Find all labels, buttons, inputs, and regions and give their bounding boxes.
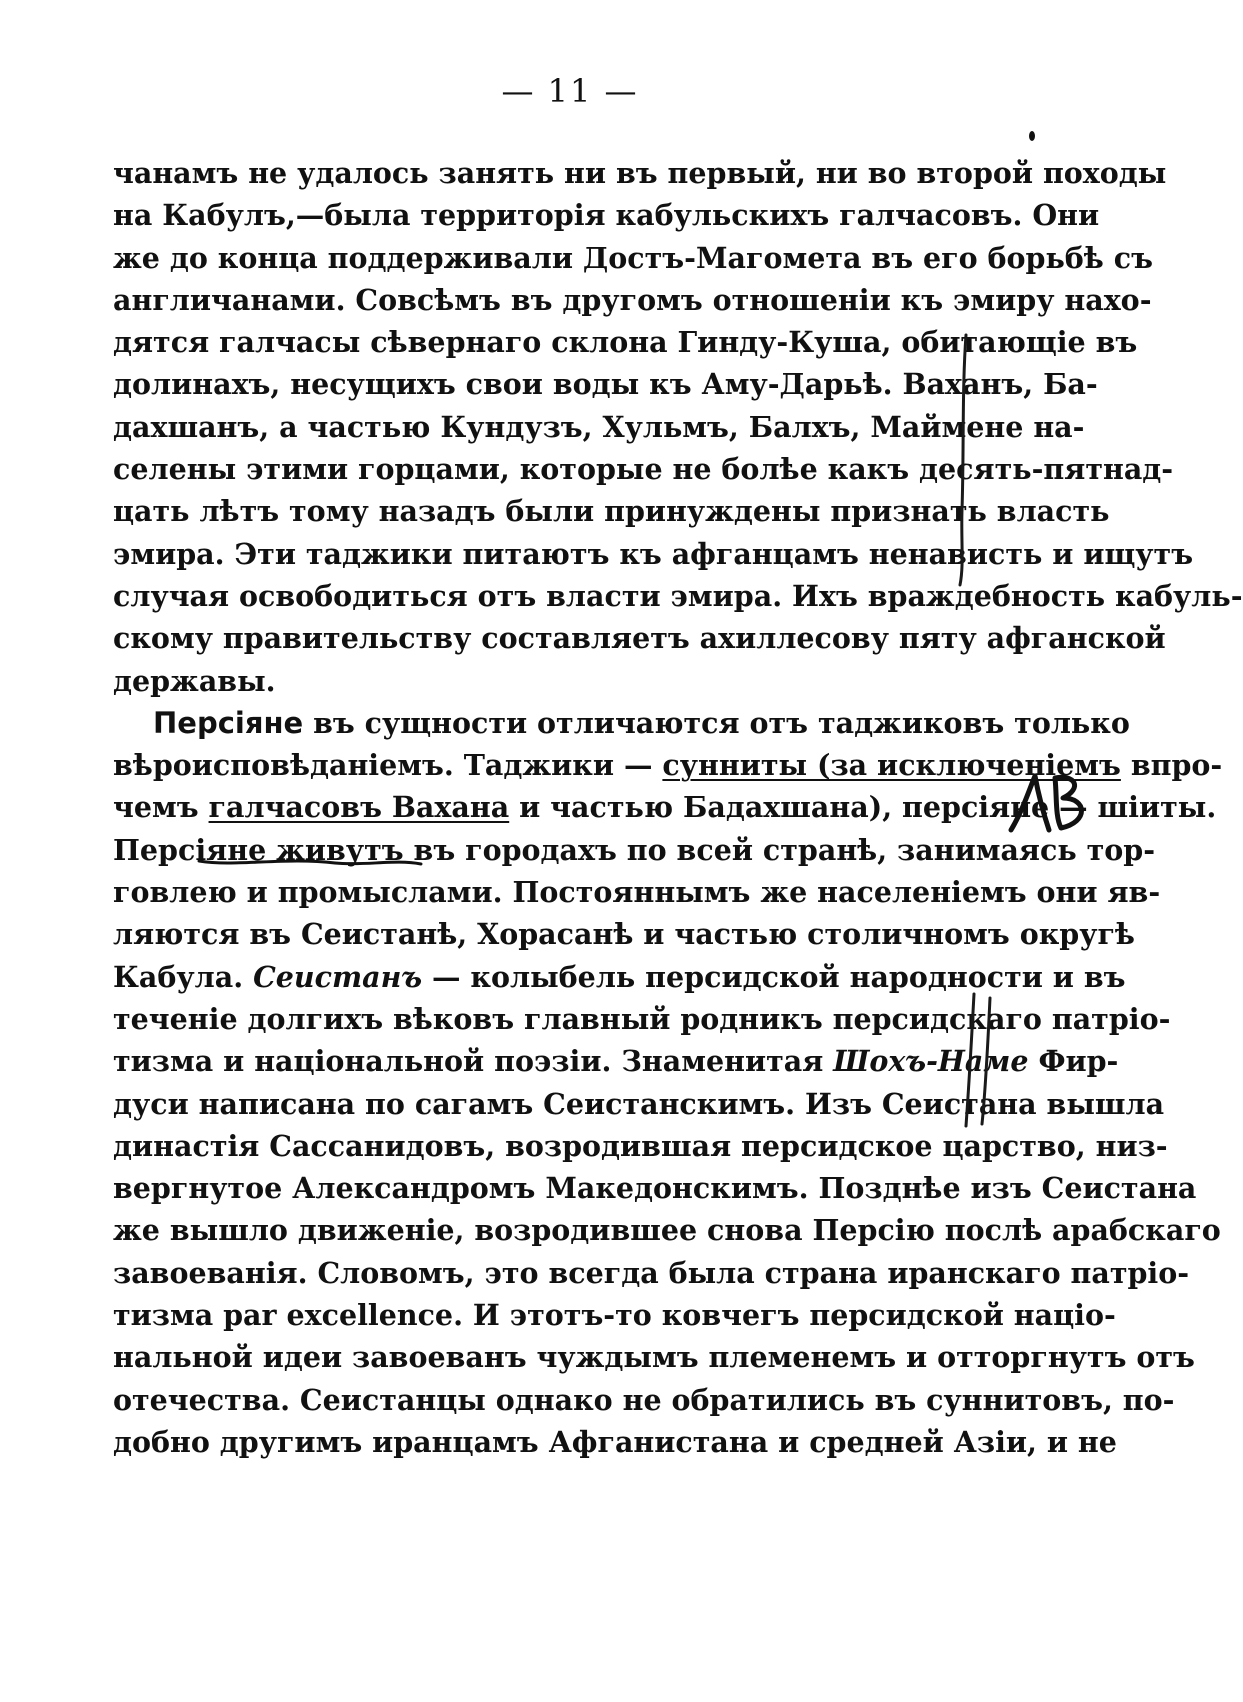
text-line: долинахъ, несущихъ свои воды къ Аму-Дарьѣ. Ваханъ, Ба-	[113, 367, 1098, 402]
text-line: тизма par excellence. И этотъ-то ковчегъ персидской націо-	[113, 1298, 1116, 1333]
text-span: Фир-	[1028, 1044, 1119, 1079]
page-number: — 11 —	[501, 72, 639, 110]
text-line: отечества. Сеистанцы однако не обратились въ суннитовъ, по-	[113, 1382, 1175, 1417]
text-line: завоеванія. Словомъ, это всегда была страна иранскаго патріо-	[113, 1255, 1190, 1290]
text-line: дуси написана по сагамъ Сеистанскимъ. Изъ Сеистана вышла	[113, 1086, 1165, 1121]
section-heading: Персіяне	[153, 705, 304, 740]
text-line	[113, 956, 1126, 998]
text-line: Персіяне живутъ въ городахъ по всей странѣ, занимаясь тор-	[113, 832, 1156, 867]
underline-squiggle	[195, 855, 425, 869]
italic-text: Шохъ-Наме	[833, 1044, 1029, 1079]
text-line: цать лѣтъ тому назадъ были принуждены признать власть	[113, 494, 1110, 529]
text-line	[113, 744, 1223, 786]
text-span: Кабула.	[113, 959, 254, 994]
text-line: эмира. Эти таджики питаютъ къ афганцамъ ненависть и ищутъ	[113, 536, 1194, 571]
text-span: — колыбель персидской народности и въ	[422, 959, 1126, 994]
margin-bracket-mark	[950, 330, 980, 590]
underlined-text: сунниты (за исключеніемъ	[662, 748, 1121, 783]
body-text	[113, 152, 1243, 1463]
text-line: скому правительству составляетъ ахиллесову пяту афганской	[113, 621, 1166, 656]
text-line: вергнутое Александромъ Македонскимъ. Позднѣе изъ Сеистана	[113, 1171, 1197, 1206]
margin-double-line-mark	[962, 990, 1002, 1130]
text-line: говлею и промыслами. Постояннымъ же населеніемъ они яв-	[113, 875, 1161, 910]
text-line: державы.	[113, 663, 276, 698]
text-line: же вышло движеніе, возродившее снова Персію послѣ арабскаго	[113, 1213, 1221, 1248]
text-span: впро-	[1120, 748, 1223, 783]
text-span: и частью Бадахшана), персіяне — шіиты.	[509, 790, 1217, 825]
text-line: династія Сассанидовъ, возродившая персидское царство, низ-	[113, 1128, 1168, 1163]
paragraph-heading-line	[113, 702, 1130, 744]
text-line	[113, 1040, 1119, 1082]
underlined-text: галчасовъ Вахана	[208, 790, 510, 825]
ink-speck	[1028, 130, 1036, 142]
text-line: дахшанъ, а частью Кундузъ, Хульмъ, Балхъ, Маймене на-	[113, 409, 1085, 444]
text-line: ляются въ Сеистанѣ, Хорасанѣ и частью столичномъ округѣ	[113, 917, 1135, 952]
italic-text: Сеистанъ	[253, 959, 423, 994]
text-line: на Кабулъ,—была территорія кабульскихъ галчасовъ. Они	[113, 198, 1100, 233]
text-line: селены этими горцами, которые не болѣе какъ десять-пятнад-	[113, 452, 1174, 487]
text-line: теченіе долгихъ вѣковъ главный родникъ персидскаго патріо-	[113, 1001, 1171, 1036]
text-line: англичанами. Совсѣмъ въ другомъ отношеніи къ эмиру нахо-	[113, 282, 1152, 317]
text-span: вѣроисповѣданіемъ. Таджики —	[113, 748, 663, 783]
text-span: въ сущности отличаются отъ таджиковъ только	[303, 705, 1130, 740]
text-line: чанамъ не удалось занять ни въ первый, ни во второй походы	[113, 156, 1167, 190]
text-span: тизма и національной поэзіи. Знаменитая	[113, 1044, 834, 1079]
text-line: случая освободиться отъ власти эмира. Ихъ враждебность кабуль-	[113, 578, 1243, 613]
text-span: чемъ	[113, 790, 209, 825]
text-line	[113, 786, 1217, 828]
text-line: добно другимъ иранцамъ Афганистана и средней Азіи, и не	[113, 1424, 1117, 1459]
margin-handwritten-note	[1005, 770, 1095, 840]
text-line: нальной идеи завоеванъ чуждымъ племенемъ и отторгнутъ отъ	[113, 1340, 1195, 1375]
text-line: дятся галчасы сѣвернаго склона Гинду-Куша, обитающіе въ	[113, 325, 1138, 360]
text-line: же до конца поддерживали Достъ-Магомета въ его борьбѣ съ	[113, 240, 1153, 275]
